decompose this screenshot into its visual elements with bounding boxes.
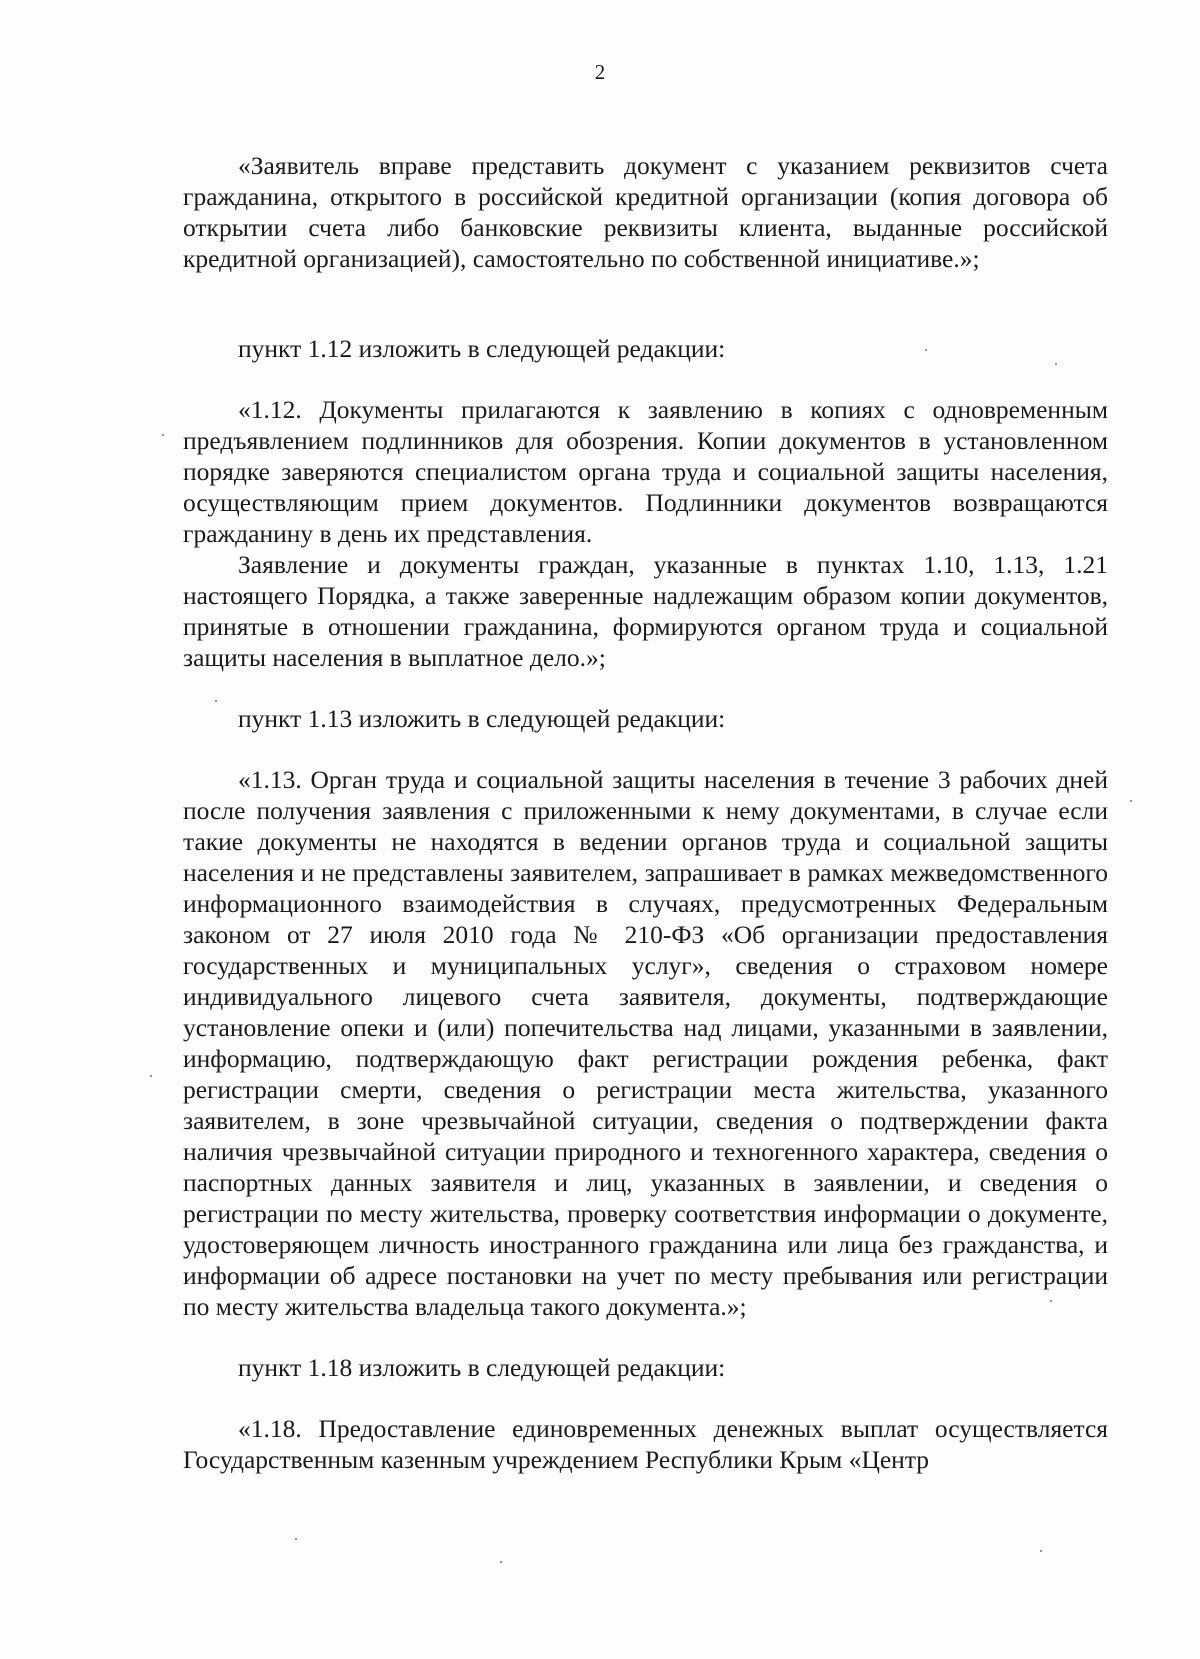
scan-speck	[1130, 800, 1132, 802]
paragraph-clause-1-18: «1.18. Предоставление единовременных денежных выплат осуществляется Государственным казенным учреждением Республики Крым «Центр	[183, 1414, 1108, 1474]
scan-speck	[295, 1538, 297, 1540]
scan-speck	[1055, 363, 1057, 365]
scan-speck	[1050, 1300, 1052, 1302]
paragraph-amend-1-12: пункт 1.12 изложить в следующей редакции:	[238, 334, 726, 363]
paragraph-clause-1-12-cont: Заявление и документы граждан, указанные в пунктах 1.10, 1.13, 1.21 настоящего Порядка, а также заверенные надлежащим образом копии документов, принятые в отношении гражданина, формируются органом труда и социальной защиты населения в выплатное дело.»;	[183, 550, 1108, 672]
scan-speck	[162, 434, 164, 436]
paragraph-requisites-note: «Заявитель вправе представить документ с указанием реквизитов счета гражданина, открытого в российской кредитной организации (копия договора об открытии счета либо банковские реквизиты клиента, выданные российской кредитной организацией), самостоятельно по собственной инициативе.»;	[183, 151, 1108, 273]
paragraph-clause-1-12: «1.12. Документы прилагаются к заявлению в копиях с одновременным предъявлением подлинников для обозрения. Копии документов в установленном порядке заверяются специалистом органа труда и социальной защиты населения, осуществляющим прием документов. Подлинники документов возвращаются гражданину в день их представления.	[183, 395, 1108, 548]
scan-speck	[1040, 1550, 1042, 1552]
scan-speck	[500, 1561, 502, 1563]
paragraph-amend-1-13: пункт 1.13 изложить в следующей редакции:	[238, 704, 726, 733]
paragraph-clause-1-13: «1.13. Орган труда и социальной защиты населения в течение 3 рабочих дней после получения заявления с приложенными к нему документами, в случае если такие документы не находятся в ведении органов труда и социальной защиты населения и не представлены заявителем, запрашивает в рамках межведомственного информационного взаимодействия в случаях, предусмотренных Федеральным законом от 27 июля 2010 года № 210-ФЗ «Об организации предоставления государственных и муниципальных услуг», сведения о страховом номере индивидуального лицевого счета заявителя, документы, подтверждающие установление опеки и (или) попечительства над лицами, указанными в заявлении, информацию, подтверждающую факт регистрации рождения ребенка, факт регистрации смерти, сведения о регистрации места жительства, указанного заявителем, в зоне чрезвычайной ситуации, сведения о подтверждении факта наличия чрезвычайной ситуации природного и техногенного характера, сведения о паспортных данных заявителя и лиц, указанных в заявлении, и сведения о регистрации по месту жительства, проверку соответствия информации о документе, удостоверяющем личность иностранного гражданина или лица без гражданства, и информации об адресе постановки на учет по месту пребывания или регистрации по месту жительства владельца такого документа.»;	[183, 765, 1108, 1321]
page-number: 2	[594, 60, 606, 84]
scan-speck	[150, 1075, 152, 1077]
document-body	[183, 150, 1108, 1475]
scan-speck	[925, 349, 927, 351]
paragraph-amend-1-18: пункт 1.18 изложить в следующей редакции:	[238, 1353, 726, 1382]
scan-speck	[215, 700, 217, 702]
